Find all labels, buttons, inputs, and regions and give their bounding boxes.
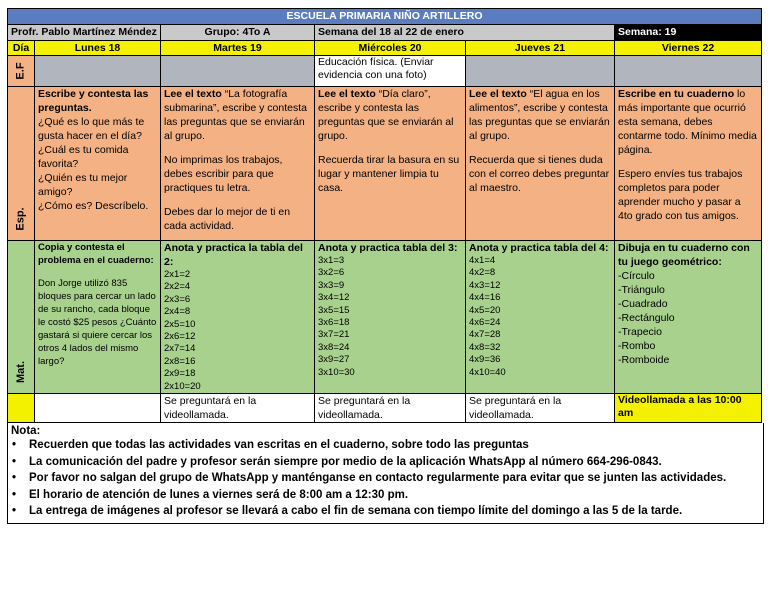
esp-tuesday-text: “La fotografía submarina”, escribe y contesta las preguntas que se enviarán al grupo. [164, 88, 307, 142]
note-item [11, 454, 763, 471]
list-item: 2x9=18 [164, 368, 196, 380]
note-item [11, 503, 763, 520]
esp-tuesday-p3: Debes dar lo mejor de ti en cada actividad. [164, 206, 291, 232]
mat-monday-instruction: Copia y contesta el problema en el cuaderno: [38, 242, 154, 266]
esp-thursday-bold: Lee el texto [469, 88, 527, 100]
esp-tuesday-p2: No imprimas los trabajos, debes escribir para que practiques tu letra. [164, 154, 283, 194]
teacher-name: Profr. Pablo Martínez Méndez [8, 25, 161, 41]
mat-wednesday-title: Anota y practica tabla del 3: [318, 242, 458, 254]
list-item: 3x6=18 [318, 317, 350, 329]
list-item: 4x7=28 [469, 329, 501, 341]
day-header-friday: Viernes 22 [615, 41, 762, 56]
esp-thursday-text: “El agua en los alimentos”, escribe y contesta las preguntas que se enviarán al grupo. [469, 88, 610, 142]
list-item: 2x7=14 [164, 343, 196, 355]
list-item: 2x5=10 [164, 318, 196, 330]
esp-monday-question: ¿Quién es tu mejor amigo? [38, 172, 128, 198]
ef-monday [35, 56, 161, 87]
mat-thursday-list [469, 255, 611, 379]
list-item: 4x6=24 [469, 317, 501, 329]
subject-ef [8, 56, 35, 87]
esp-wednesday-p2: Recuerda tirar la basura en su lugar y mantener limpia tu casa. [318, 154, 460, 194]
list-item: 3x1=3 [318, 255, 345, 266]
esp-wednesday-p1 [318, 87, 462, 143]
videocall-thursday: Se preguntará en la videollamada. [466, 394, 615, 423]
esp-thursday-p1 [469, 87, 611, 143]
school-title: ESCUELA PRIMARIA NIÑO ARTILLERO [8, 9, 762, 25]
week-range: Semana del 18 al 22 de enero [315, 25, 615, 41]
list-item: 3x9=27 [318, 354, 350, 366]
subject-mat [8, 241, 35, 394]
list-item: 3x3=9 [318, 279, 345, 291]
esp-friday-p1 [618, 87, 758, 157]
esp-row [8, 87, 762, 241]
day-header-monday: Lunes 18 [35, 41, 161, 56]
list-item: -Rectángulo [618, 312, 675, 324]
esp-friday-text: lo más importante que ocurrió esta semana, debes contarme todo. Mínimo media página. [618, 88, 757, 156]
ef-thursday [466, 56, 615, 87]
list-item: 2x8=16 [164, 355, 196, 367]
mat-friday-list [618, 269, 758, 367]
esp-wednesday-bold: Lee el texto [318, 88, 376, 100]
bullet-icon: • [12, 472, 17, 485]
note-text: La comunicación del padre y profesor serán siempre por medio de la aplicación WhatsApp al número 664-296-0843. [29, 455, 662, 468]
list-item: 3x4=12 [318, 292, 350, 304]
note-item [11, 487, 763, 504]
mat-friday [615, 241, 762, 394]
mat-thursday [466, 241, 615, 394]
mat-wednesday [315, 241, 466, 394]
videocall-friday: Videollamada a las 10:00 am [615, 394, 762, 423]
subject-ef-label: E.F [15, 62, 27, 80]
list-item: 2x4=8 [164, 306, 191, 318]
esp-thursday-p2: Recuerda que si tienes duda con el correo debes preguntar al maestro. [469, 154, 610, 194]
list-item: 2x10=20 [164, 380, 201, 392]
esp-tuesday-p1 [164, 87, 311, 143]
subject-esp-label: Esp. [14, 207, 27, 231]
schedule-table [7, 8, 762, 423]
note-text: La entrega de imágenes al profesor se llevará a cabo el fin de semana con tiempo límite del domingo a las 5 de la tarde. [29, 505, 683, 518]
esp-friday-p2: Espero envíes tus trabajos completos para poder aprender mucho y pasar a 4to grado con tus amigos. [618, 168, 743, 222]
mat-monday-problem: Don Jorge utilizó 835 bloques para cercar un lado de su rancho, cada bloque le costó $25 pesos ¿Cuánto gastará si quiere cercar los otros 4 lados del mismo largo? [38, 278, 157, 367]
esp-friday-bold: Escribe en tu cuaderno [618, 88, 735, 100]
list-item: -Romboide [618, 354, 670, 366]
list-item: 4x5=20 [469, 304, 501, 316]
esp-tuesday [161, 87, 315, 241]
list-item: 2x1=2 [164, 269, 191, 280]
notes-title: Nota: [11, 425, 41, 438]
subject-esp [8, 87, 35, 241]
note-text: Por favor no salgan del grupo de WhatsApp y manténganse en contacto regularmente para evitar que se junten las actividades. [29, 472, 727, 485]
list-item: 4x9=36 [469, 354, 501, 366]
day-header-wednesday: Miércoles 20 [315, 41, 466, 56]
list-item: -Cuadrado [618, 298, 668, 310]
list-item: 3x8=24 [318, 341, 350, 353]
mat-tuesday-list [164, 269, 311, 393]
videocall-wednesday: Se preguntará en la videollamada. [315, 394, 466, 423]
day-header-tuesday: Martes 19 [161, 41, 315, 56]
esp-monday [35, 87, 161, 241]
group-label: Grupo: 4To A [161, 25, 315, 41]
list-item: -Círculo [618, 270, 655, 282]
mat-row [8, 241, 762, 394]
list-item: 3x2=6 [318, 267, 345, 279]
videocall-tuesday: Se preguntará en la videollamada. [161, 394, 315, 423]
schedule-sheet [7, 8, 761, 524]
notes-section [7, 423, 764, 524]
mat-tuesday [161, 241, 315, 394]
week-number: Semana: 19 [615, 25, 762, 41]
bullet-icon: • [12, 455, 17, 468]
list-item: 3x10=30 [318, 366, 355, 378]
ef-wednesday: Educación física. (Enviar evidencia con una foto) [315, 56, 466, 87]
list-item: 4x8=32 [469, 341, 501, 353]
videocall-subject [8, 394, 35, 423]
note-item [11, 437, 763, 454]
day-header-thursday: Jueves 21 [466, 41, 615, 56]
esp-tuesday-bold: Lee el texto [164, 88, 222, 100]
list-item: 4x3=12 [469, 279, 501, 291]
list-item: -Triángulo [618, 284, 665, 296]
esp-monday-question: ¿Cómo es? Descríbelo. [38, 200, 149, 212]
subject-mat-label: Mat. [15, 361, 27, 384]
videocall-row [8, 394, 762, 423]
esp-friday [615, 87, 762, 241]
list-item: -Trapecio [618, 326, 662, 338]
bullet-icon: • [12, 488, 17, 501]
list-item: 3x5=15 [318, 304, 350, 316]
list-item: 2x3=6 [164, 293, 191, 305]
note-text: Recuerden que todas las actividades van escritas en el cuaderno, sobre todo las preguntas [29, 439, 529, 452]
list-item: 2x6=12 [164, 331, 196, 343]
esp-monday-question: ¿Qué es lo que más te gusta hacer en el día? [38, 116, 145, 142]
ef-tuesday [161, 56, 315, 87]
bullet-icon: • [12, 505, 17, 518]
note-text: El horario de atención de lunes a viernes será de 8:00 am a 12:30 pm. [29, 488, 409, 501]
day-column-label: Día [8, 41, 35, 56]
list-item: 3x7=21 [318, 329, 350, 341]
esp-wednesday-text: “Día claro”, escribe y contesta las preguntas que se enviarán al grupo. [318, 88, 454, 142]
list-item: 4x2=8 [469, 267, 496, 279]
list-item: 4x10=40 [469, 366, 506, 378]
list-item: 4x1=4 [469, 255, 496, 266]
list-item: 2x2=4 [164, 281, 191, 293]
note-item [11, 470, 763, 487]
mat-friday-title: Dibuja en tu cuaderno con tu juego geométrico: [618, 242, 750, 268]
esp-monday-question: ¿Cuál es tu comida favorita? [38, 144, 129, 170]
mat-tuesday-title: Anota y practica la tabla del 2: [164, 242, 303, 268]
mat-wednesday-list [318, 255, 462, 379]
mat-monday [35, 241, 161, 394]
bullet-icon: • [12, 439, 17, 452]
ef-friday [615, 56, 762, 87]
ef-row [8, 56, 762, 87]
videocall-monday [35, 394, 161, 423]
mat-thursday-title: Anota y practica tabla del 4: [469, 242, 609, 254]
list-item: -Rombo [618, 340, 656, 352]
esp-monday-instruction: Escribe y contesta las preguntas. [38, 88, 149, 114]
notes-list [11, 437, 763, 520]
esp-thursday [466, 87, 615, 241]
list-item: 4x4=16 [469, 292, 501, 304]
esp-wednesday [315, 87, 466, 241]
